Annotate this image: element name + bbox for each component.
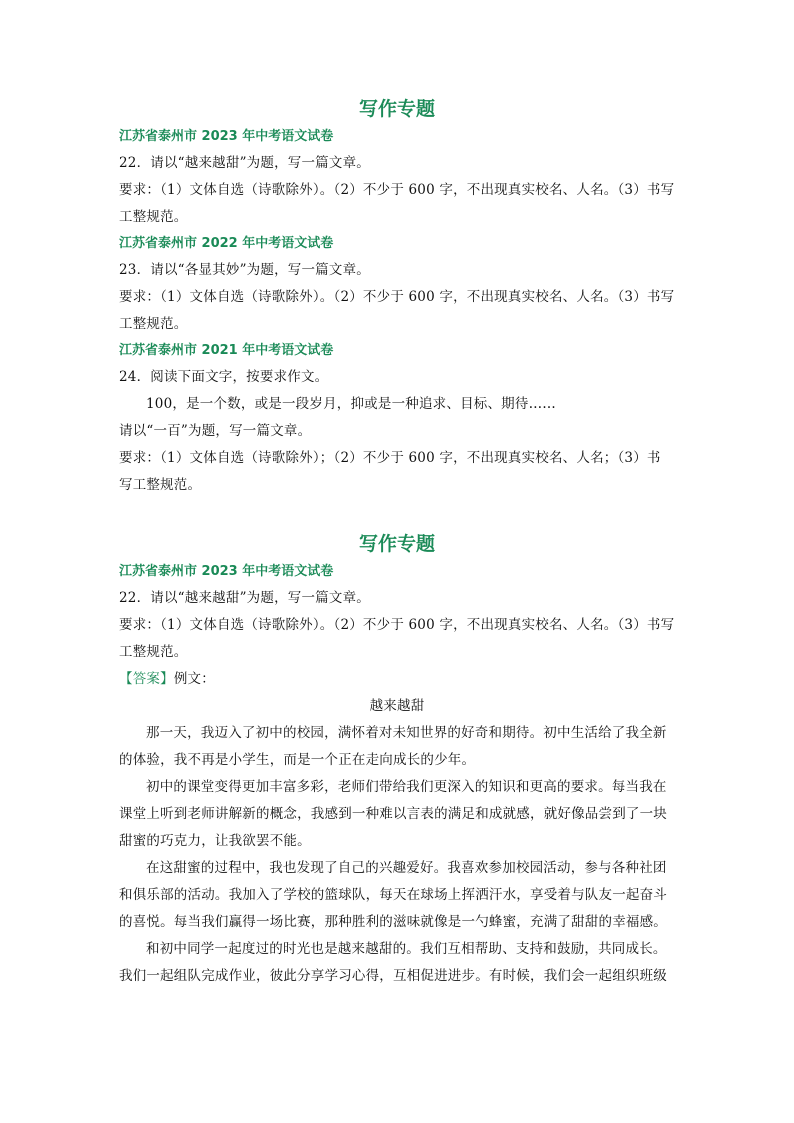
requirement-text-cont: 工整规范。 bbox=[119, 316, 188, 332]
question-text: 22．请以“越来越甜”为题，写一篇文章。 bbox=[119, 155, 370, 171]
essay-line: 和初中同学一起度过的时光也是越来越甜的。我们互相帮助、支持和鼓励，共同成长。 bbox=[146, 941, 667, 957]
answer-line bbox=[119, 666, 675, 693]
essay-title: 越来越甜 bbox=[369, 698, 425, 714]
essay-line: 的喜悦。每当我们赢得一场比赛，那种胜利的滋味就像是一勺蜂蜜，充满了甜甜的幸福感。 bbox=[119, 914, 667, 930]
essay-line: 那一天，我迈入了初中的校园，满怀着对未知世界的好奇和期待。初中生活给了我全新 bbox=[146, 725, 667, 741]
section-title: 写作专题 bbox=[358, 533, 435, 555]
requirement-text: 要求：（1）文体自选（诗歌除外）。（2）不少于 600 字，不出现真实校名、人名。（3）书写 bbox=[119, 617, 675, 633]
instruction-text: 请以“一百”为题，写一篇文章。 bbox=[119, 423, 312, 439]
requirement-text-cont: 工整规范。 bbox=[119, 644, 188, 660]
question-block-2021 bbox=[119, 340, 675, 499]
requirement-text: 要求：（1）文体自选（诗歌除外）；（2）不少于 600 字，不出现真实校名、人名；（3）书 bbox=[119, 450, 661, 466]
essay-line: 初中的课堂变得更加丰富多彩，老师们带给我们更深入的知识和更高的要求。每当我在 bbox=[146, 779, 667, 795]
requirement-text: 要求：（1）文体自选（诗歌除外）。（2）不少于 600 字，不出现真实校名、人名。（3）书写 bbox=[119, 289, 675, 305]
question-text: 22．请以“越来越甜”为题，写一篇文章。 bbox=[119, 590, 370, 606]
section-title: 写作专题 bbox=[358, 98, 435, 120]
essay-body bbox=[119, 720, 675, 990]
essay-line: 和俱乐部的活动。我加入了学校的篮球队，每天在球场上挥洒汗水，享受着与队友一起奋斗 bbox=[119, 887, 667, 903]
exam-source: 江苏省泰州市 2023 年中考语文试卷 bbox=[119, 129, 334, 144]
question-block-2023 bbox=[119, 126, 675, 231]
requirement-text-cont: 写工整规范。 bbox=[119, 477, 202, 493]
essay-line: 我们一起组队完成作业，彼此分享学习心得，互相促进进步。有时候，我们会一起组织班级 bbox=[119, 968, 667, 984]
exam-source: 江苏省泰州市 2023 年中考语文试卷 bbox=[119, 564, 334, 579]
essay-line: 在这甜蜜的过程中，我也发现了自己的兴趣爱好。我喜欢参加校园活动，参与各种社团 bbox=[146, 860, 667, 876]
essay-line: 的体验，我不再是小学生，而是一个正在走向成长的少年。 bbox=[119, 752, 476, 768]
question-block-2022 bbox=[119, 233, 675, 338]
exam-source: 江苏省泰州市 2021 年中考语文试卷 bbox=[119, 343, 334, 358]
requirement-text: 要求：（1）文体自选（诗歌除外）。（2）不少于 600 字，不出现真实校名、人名。（3）书写 bbox=[119, 182, 675, 198]
exam-source: 江苏省泰州市 2022 年中考语文试卷 bbox=[119, 236, 334, 251]
answer-suffix: 例文： bbox=[173, 671, 215, 687]
requirement-text-cont: 工整规范。 bbox=[119, 209, 188, 225]
question-text: 24．阅读下面文字，按要求作文。 bbox=[119, 369, 329, 385]
document-page bbox=[119, 90, 675, 990]
essay-line: 甜蜜的巧克力，让我欲罢不能。 bbox=[119, 833, 311, 849]
answer-label: 【答案】 bbox=[119, 671, 174, 687]
essay-line: 课堂上听到老师讲解新的概念，我感到一种难以言表的满足和成就感，就好像品尝到了一块 bbox=[119, 806, 667, 822]
question-text: 23．请以“各显其妙”为题，写一篇文章。 bbox=[119, 262, 370, 278]
section-gap bbox=[119, 499, 675, 525]
material-text: 100，是一个数，或是一段岁月，抑或是一种追求、目标、期待…… bbox=[146, 396, 556, 412]
